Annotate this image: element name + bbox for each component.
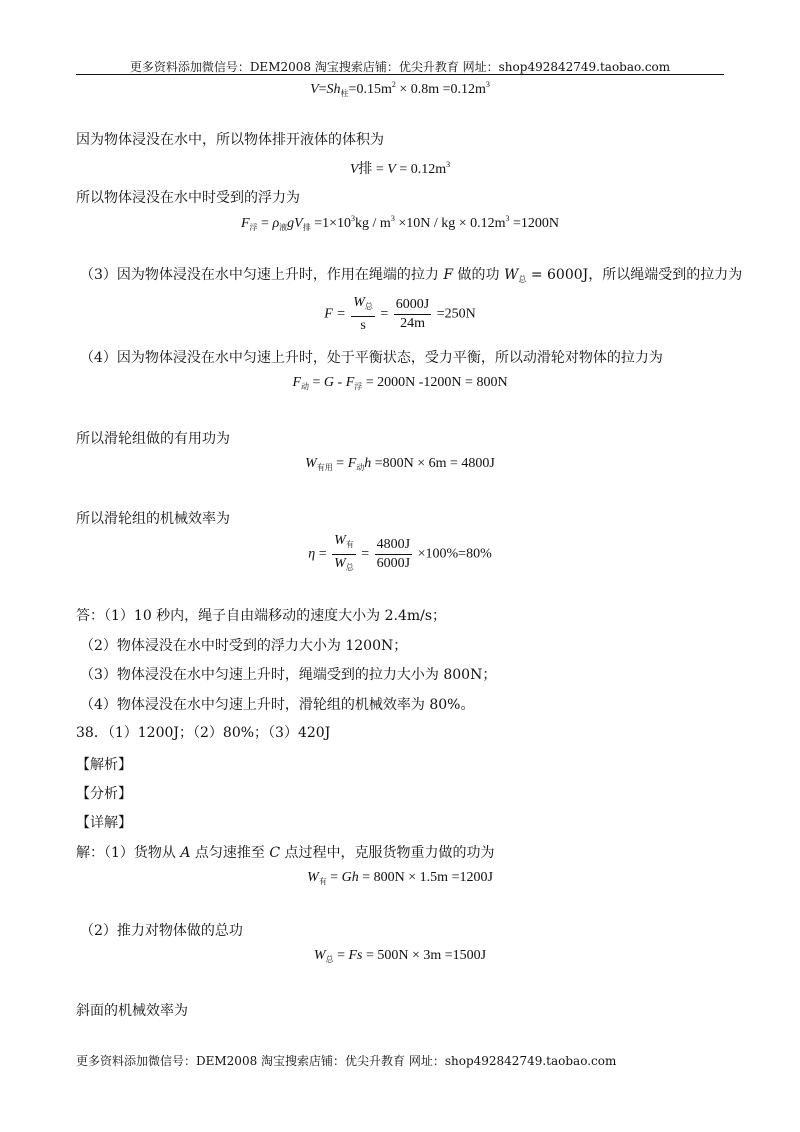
answer-line-2: （2）物体浸没在水中时受到的浮力大小为 1200N；: [80, 638, 408, 654]
label-jiexi: 【解析】: [76, 757, 132, 773]
text-efficiency: 所以滑轮组的机械效率为: [76, 511, 230, 527]
label-xiangjie: 【详解】: [76, 815, 132, 831]
solution-part-1: 解：（1）货物从 A 点匀速推至 C 点过程中，克服货物重力做的功为: [76, 845, 495, 861]
page-footer: 更多资料添加微信号：DEM2008 淘宝搜索店铺：优尖升教育 网址：shop492842749.taobao.com: [76, 1054, 617, 1068]
solution-part-2: （2）推力对物体做的总功: [80, 923, 243, 939]
answer-line-3: （3）物体浸没在水中匀速上升时，绳端受到的拉力大小为 800N；: [80, 667, 497, 683]
equation-work-gravity: $W_有 = Gh = 800N \times 1.5m =1200J$: [307, 870, 493, 886]
equation-v-pai: V排 = $V = 0.12m^3$: [349, 160, 451, 177]
text-buoyancy: 所以物体浸没在水中时受到的浮力为: [76, 190, 300, 206]
text-part-4: （4）因为物体浸没在水中匀速上升时，处于平衡状态，受力平衡，所以动滑轮对物体的拉力为: [80, 350, 663, 366]
text-slope-efficiency: 斜面的机械效率为: [76, 1003, 188, 1019]
answer-line-1: 答：（1）10 秒内，绳子自由端移动的速度大小为 2.4m/s；: [76, 608, 447, 624]
equation-pull: $F_动 = G - F_浮 = 2000N$ -1200N = 800N: [292, 375, 508, 391]
page-header: 更多资料添加微信号：DEM2008 淘宝搜索店铺：优尖升教育 网址：shop492842749.taobao.com: [129, 60, 671, 74]
text-useful-work: 所以滑轮组做的有用功为: [76, 431, 230, 447]
question-38-answers: 38．（1）1200J；（2）80%；（3）420J: [76, 725, 331, 741]
text-immersed: 因为物体浸没在水中，所以物体排开液体的体积为: [76, 132, 384, 148]
equation-efficiency: η = $\frac{W_有}{W_总}$ = $\frac{4800J}{6000J}$ ×100%=80%: [308, 533, 492, 572]
equation-buoyancy: $F_浮 = \rho_液gV_排 =1\times 10^3kg / m^3 \times 10N$ / kg × $0.12m^3 =1200N$: [240, 214, 560, 232]
header-rule: [76, 74, 724, 75]
text-part-3: （3）因为物体浸没在水中匀速上升时，作用在绳端的拉力 F 做的功 $W_总 = 6000J$，所以绳端受到的拉力为: [80, 267, 743, 284]
label-fenxi: 【分析】: [76, 786, 132, 802]
equation-work-total: $W_总 = Fs = 500N \times 3m =1500J$: [313, 948, 487, 964]
equation-force: F = $\frac{W_总}{s}$ = $\frac{6000J}{24m}$ =250N: [324, 295, 476, 333]
equation-useful-work: $W_{有用} = F_动h =800N \times 6m = 4800J$: [305, 456, 495, 472]
answer-line-4: （4）物体浸没在水中匀速上升时，滑轮组的机械效率为 80%。: [80, 697, 475, 713]
equation-volume: $V=Sh_柱=0.15m^2 \times 0.8m =0.12m^3$: [310, 80, 490, 98]
